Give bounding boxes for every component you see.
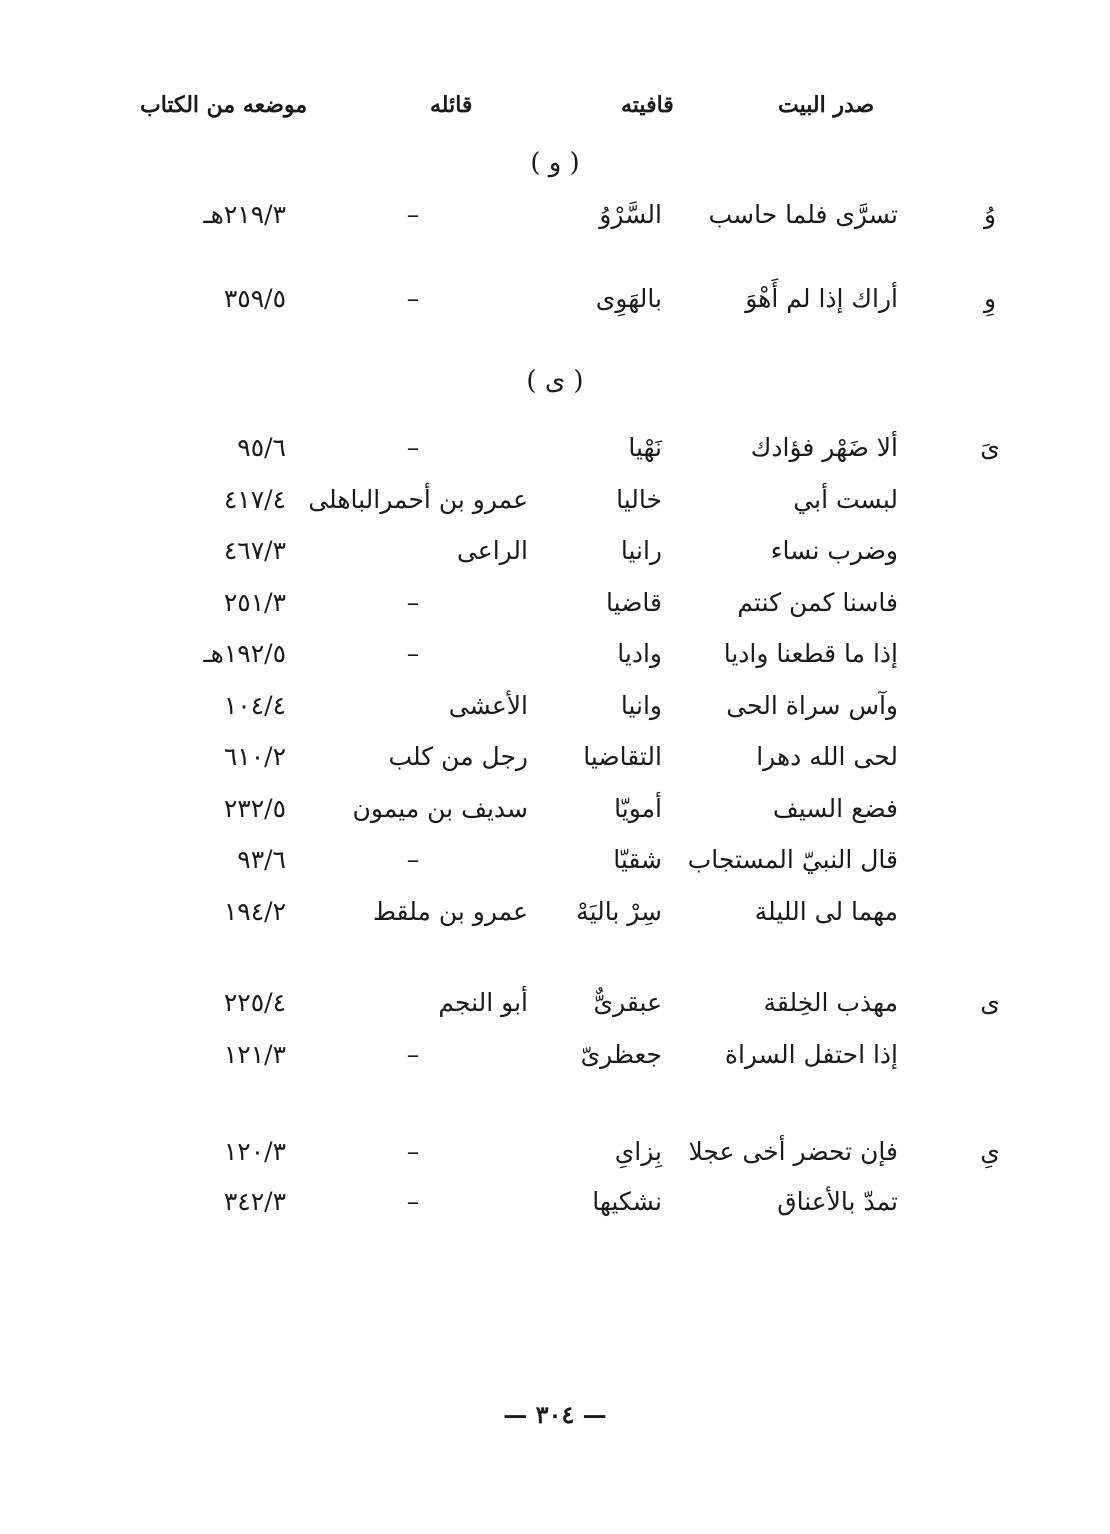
book-location: ١٩٢/٥هـ (203, 639, 286, 668)
rhyme-word: نشكيها (592, 1187, 662, 1216)
rhyme-word: شقيّا (613, 845, 662, 874)
index-row (0, 691, 1110, 731)
page-number: — ٣٠٤ — (503, 1400, 607, 1429)
verse-opening: لحى الله دهرا (756, 742, 898, 771)
poet-name: عمرو بن ملقط (372, 896, 528, 926)
index-row (0, 536, 1110, 576)
verse-opening: أراك إذا لم أَهْوَ (745, 284, 898, 313)
poet-unknown-dash: – (406, 845, 420, 874)
book-location: ٩٥/٦ (237, 433, 286, 462)
book-location: ٤١٧/٤ (223, 484, 286, 514)
book-location: ٦١٠/٢ (223, 742, 286, 771)
index-row (0, 988, 1110, 1028)
poet-name: الأعشى (448, 690, 528, 720)
index-row (0, 284, 1110, 324)
verse-opening: فاسنا كمن كنتم (737, 587, 898, 617)
rhyme-letter: ى (980, 988, 1000, 1017)
rhyme-word: أمويّا (614, 793, 662, 823)
book-location: ١٠٤/٤ (223, 690, 286, 720)
poet-unknown-dash: – (406, 1137, 420, 1166)
rhyme-word: التقاضيا (583, 742, 662, 771)
rhyme-letter: وِ (983, 284, 997, 313)
rhyme-word: رانيا (620, 536, 662, 565)
book-location: ١٢١/٣ (223, 1040, 286, 1069)
verse-opening: فضع السيف (772, 793, 898, 823)
index-row (0, 1040, 1110, 1080)
header-qail: قائله (430, 92, 473, 118)
index-row (0, 1187, 1110, 1227)
book-location: ٣٥٩/٥ (223, 284, 286, 313)
verse-opening: إذا ما قطعنا واديا (723, 639, 898, 668)
rhyme-word: السَّرْوُ (599, 200, 662, 229)
index-row (0, 794, 1110, 834)
poet-unknown-dash: – (406, 284, 420, 313)
poet-unknown-dash: – (406, 433, 420, 462)
poet-unknown-dash: – (406, 1187, 420, 1216)
book-location: ١٩٤/٢ (223, 896, 286, 926)
verse-opening: مهما لى الليلة (754, 896, 898, 926)
verse-opening: وآس سراة الحى (726, 690, 898, 720)
rhyme-word: وانيا (620, 690, 662, 720)
verse-opening: قال النبيّ المستجاب (687, 845, 898, 874)
verse-opening: ألا ضَهْر فؤادك (750, 433, 898, 462)
index-row (0, 485, 1110, 525)
poet-unknown-dash: – (406, 639, 420, 668)
header-mawdi: موضعه من الكتاب (140, 92, 308, 118)
poet-unknown-dash: – (406, 1040, 420, 1069)
index-row (0, 639, 1110, 679)
poet-name: سديف بن ميمون (352, 793, 528, 823)
book-location: ٢٢٥/٤ (223, 988, 286, 1017)
rhyme-word: سِرْ باليَهْ (576, 896, 662, 926)
section-heading-waw: ( و ) (530, 148, 580, 178)
book-location: ٤٦٧/٣ (223, 536, 286, 565)
header-qafiya: قافيته (621, 92, 674, 118)
rhyme-word: جعظرىّ (580, 1040, 662, 1069)
rhyme-letter: وُ (983, 200, 997, 229)
poet-name: الراعى (456, 536, 528, 565)
verse-opening: تسرَّى فلما حاسب (708, 200, 898, 229)
rhyme-word: خاليا (616, 484, 662, 514)
index-row (0, 845, 1110, 885)
index-row (0, 588, 1110, 628)
book-location: ٩٣/٦ (237, 845, 286, 874)
section-heading-ya: ( ى ) (526, 366, 584, 396)
verse-opening: مهذب الخِلقة (763, 988, 898, 1017)
rhyme-word: واديا (617, 639, 662, 668)
rhyme-word: قاضيا (606, 587, 662, 617)
rhyme-word: نَهْيا (628, 433, 662, 462)
verse-opening: تمدّ بالأعناق (777, 1187, 898, 1216)
poet-name: رجل من كلب (388, 742, 528, 771)
verse-opening: لبست أبي (793, 484, 898, 514)
index-row (0, 433, 1110, 473)
index-row (0, 897, 1110, 937)
index-row (0, 742, 1110, 782)
book-location: ٢٣٢/٥ (223, 793, 286, 823)
book-location: ١٢٠/٣ (223, 1137, 286, 1166)
verse-opening: إذا احتفل السراة (724, 1040, 898, 1069)
rhyme-word: بِزاىِ (614, 1137, 662, 1166)
book-location: ٢٥١/٣ (223, 587, 286, 617)
book-location: ٣٤٢/٣ (223, 1187, 286, 1216)
header-sadr: صدر البيت (778, 92, 875, 118)
book-location: ٢١٩/٣هـ (203, 200, 286, 229)
index-row (0, 1137, 1110, 1177)
poet-name: عمرو بن أحمرالباهلى (308, 484, 528, 514)
index-row (0, 200, 1110, 240)
rhyme-letter: ىَ (980, 433, 1000, 462)
poet-name: أبو النجم (438, 988, 528, 1017)
poet-unknown-dash: – (406, 200, 420, 229)
verse-opening: فإن تحضر أخى عجلا (688, 1137, 898, 1166)
rhyme-word: عبقرىٌّ (593, 988, 662, 1017)
poet-unknown-dash: – (406, 587, 420, 617)
rhyme-word: بالهَوِى (595, 284, 662, 313)
rhyme-letter: ىِ (980, 1137, 1000, 1166)
verse-opening: وضرب نساء (770, 536, 898, 565)
